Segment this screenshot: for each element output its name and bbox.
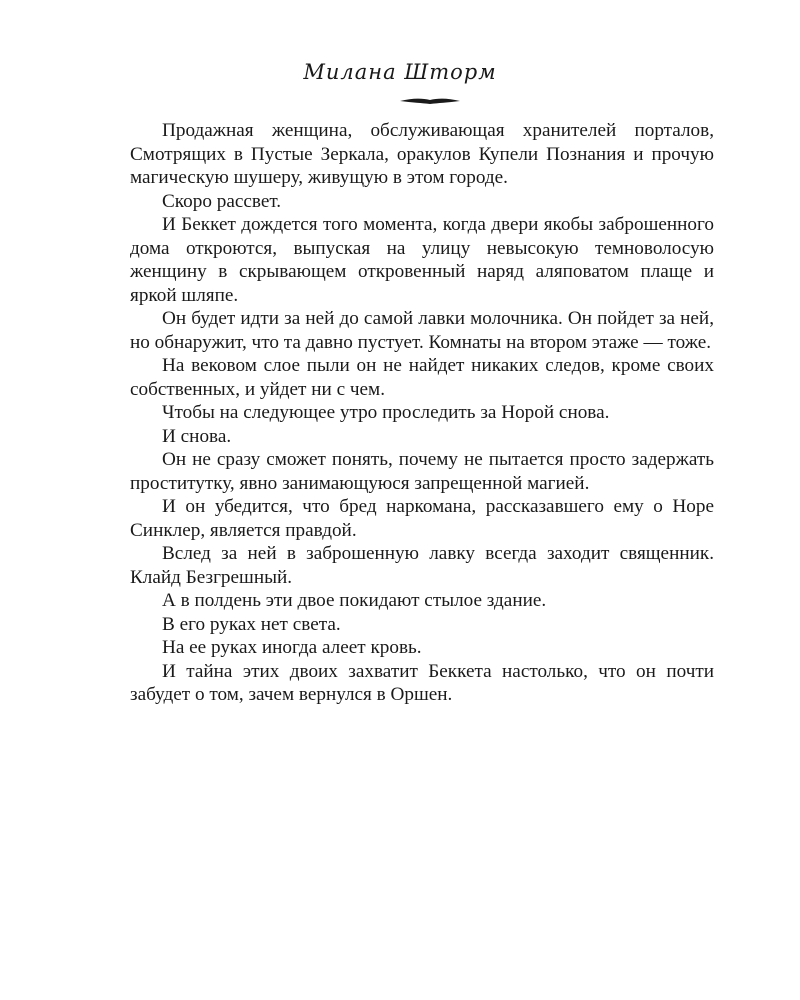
paragraph: В его руках нет света.: [162, 613, 341, 635]
body-text: [130, 119, 714, 707]
paragraph: И тайна этих двоих захватит Беккета настолько, что он почти забудет о том, зачем вернулся в Оршен.: [130, 660, 714, 705]
paragraph: На вековом слое пыли он не найдет никаких следов, кроме своих собственных, и уйдет ни с чем.: [130, 355, 714, 400]
paragraph: На ее руках иногда алеет кровь.: [162, 637, 422, 658]
paragraph: Вслед за ней в заброшенную лавку всегда заходит священник. Клайд Безгрешный.: [130, 543, 714, 588]
paragraph: Чтобы на следующее утро проследить за Норой снова.: [162, 402, 610, 423]
paragraph: Он не сразу сможет понять, почему не пытается просто задержать проститутку, явно занимающуюся запрещенной магией.: [130, 449, 714, 494]
paragraph: Он будет идти за ней до самой лавки молочника. Он пойдет за ней, но обнаружит, что та давно пустует. Комнаты на втором этаже — тоже.: [130, 308, 714, 353]
paragraph: Продажная женщина, обслуживающая хранителей порталов, Смотрящих в Пустые Зеркала, оракулов Купели Познания и прочую магическую шушеру, живущую в этом городе.: [130, 120, 714, 188]
paragraph: И снова.: [162, 425, 232, 447]
paragraph: И он убедится, что бред наркомана, рассказавшего ему о Норе Синклер, является правдой.: [130, 496, 714, 541]
decorative-swash-icon: [398, 95, 462, 107]
paragraph: И Беккет дождется того момента, когда двери якобы заброшенного дома откроются, выпуская на улицу невысокую темноволосую женщину в скрывающем откровенный наряд аляповатом плаще и яркой шляпе.: [130, 214, 714, 306]
running-head-author: Милана Шторм: [303, 60, 497, 84]
paragraph: Скоро рассвет.: [162, 190, 282, 212]
paragraph: А в полдень эти двое покидают стылое здание.: [162, 590, 547, 611]
